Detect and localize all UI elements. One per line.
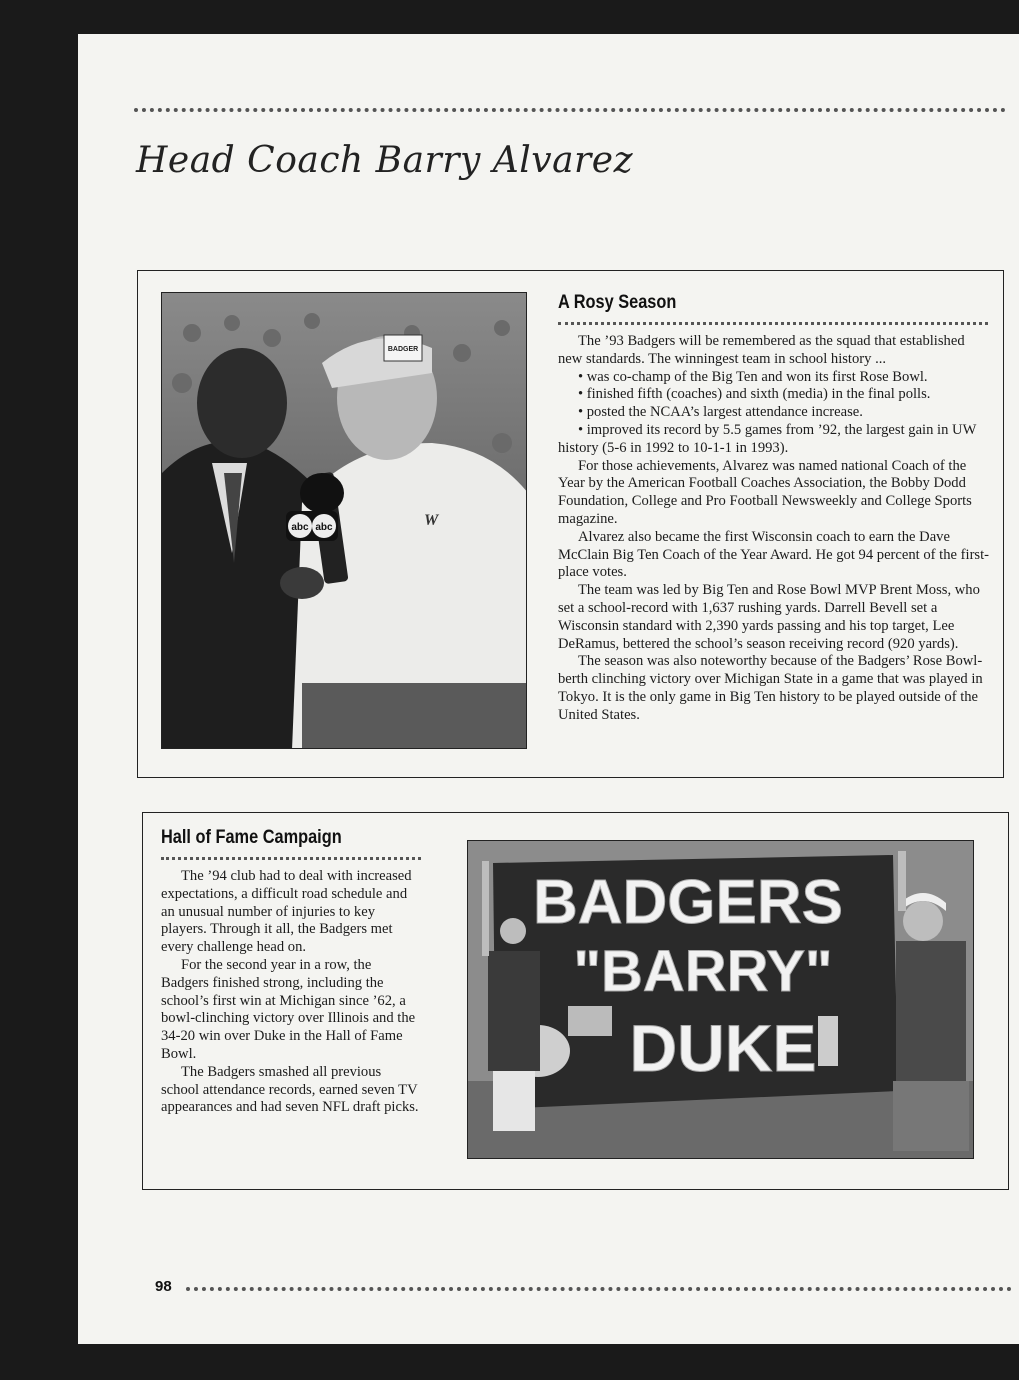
rosy-bullet: • finished fifth (coaches) and sixth (media) in the final polls. bbox=[578, 386, 931, 403]
rosy-paragraph: The ’93 Badgers will be remembered as the squad that established new standards. The winningest team in school history ... bbox=[558, 333, 965, 367]
rosy-season-heading: A Rosy Season bbox=[558, 292, 677, 313]
banner-line-1: BADGERS bbox=[532, 868, 844, 937]
hall-of-fame-heading: Hall of Fame Campaign bbox=[161, 827, 342, 848]
badgers-banner-photo bbox=[467, 840, 974, 1159]
cap-logo-text: BADGER bbox=[387, 346, 419, 353]
rosy-season-text bbox=[558, 333, 990, 725]
hall-of-fame-rule bbox=[161, 857, 421, 860]
hof-paragraph: The Badgers smashed all previous school attendance records, earned seven TV appearances and had seven NFL draft picks. bbox=[161, 1063, 419, 1116]
banner-line-2: "BARRY" bbox=[573, 939, 833, 1004]
rosy-season-rule bbox=[558, 322, 988, 325]
mic-flag-text-right: abc bbox=[315, 522, 333, 533]
banner-line-3: DUKE bbox=[629, 1011, 817, 1085]
bottom-dotted-rule bbox=[186, 1287, 1012, 1291]
page-number: 98 bbox=[155, 1278, 172, 1295]
rosy-bullet: • posted the NCAA’s largest attendance increase. bbox=[578, 404, 863, 421]
page-title: Head Coach Barry Alvarez bbox=[136, 140, 634, 181]
coach-interview-photo bbox=[161, 292, 527, 749]
rosy-paragraph: For those achievements, Alvarez was named national Coach of the Year by the American Football Coaches Association, the Bobby Dodd Foundation, College and Pro Football Newsweekly and College Sports magazine. bbox=[558, 457, 972, 527]
hall-of-fame-text bbox=[161, 868, 421, 1117]
shirt-logo-text: W bbox=[424, 512, 439, 529]
mic-flag-text-left: abc bbox=[291, 522, 309, 533]
hof-paragraph: For the second year in a row, the Badgers finished strong, including the school’s first win at Michigan since ’62, a bowl-clinching victory over Illinois and the 34-20 win over Duke in the Hall of Fame Bowl. bbox=[161, 956, 416, 1062]
top-dotted-rule bbox=[134, 108, 1006, 112]
rosy-paragraph: Alvarez also became the first Wisconsin coach to earn the Dave McClain Big Ten Coach of the Year Award. He got 94 percent of the first-place votes. bbox=[558, 528, 990, 581]
hof-paragraph: The ’94 club had to deal with increased expectations, a difficult road schedule and an unusual number of injuries to key players. Through it all, the Badgers met every challenge head on. bbox=[161, 868, 412, 956]
rosy-paragraph: The team was led by Big Ten and Rose Bowl MVP Brent Moss, who set a school-record with 1,637 rushing yards. Darrell Bevell set a Wisconsin standard with 2,390 yards passing and his top target, Lee DeRamus, bettered the school’s season receiving record (920 yards). bbox=[558, 582, 980, 652]
rosy-bullet: • was co-champ of the Big Ten and won its first Rose Bowl. bbox=[578, 368, 928, 385]
rosy-paragraph: The season was also noteworthy because of the Badgers’ Rose Bowl-berth clinching victory over Michigan State in a game that was played in Tokyo. It is the only game in Big Ten history to be played outside of the United States. bbox=[558, 653, 983, 723]
rosy-bullet: • improved its record by 5.5 games from ’92, the largest gain in UW history (5-6 in 1992 to 10-1-1 in 1993). bbox=[558, 421, 977, 456]
coach-interview-illustration bbox=[162, 293, 527, 749]
banner-illustration bbox=[468, 841, 974, 1159]
